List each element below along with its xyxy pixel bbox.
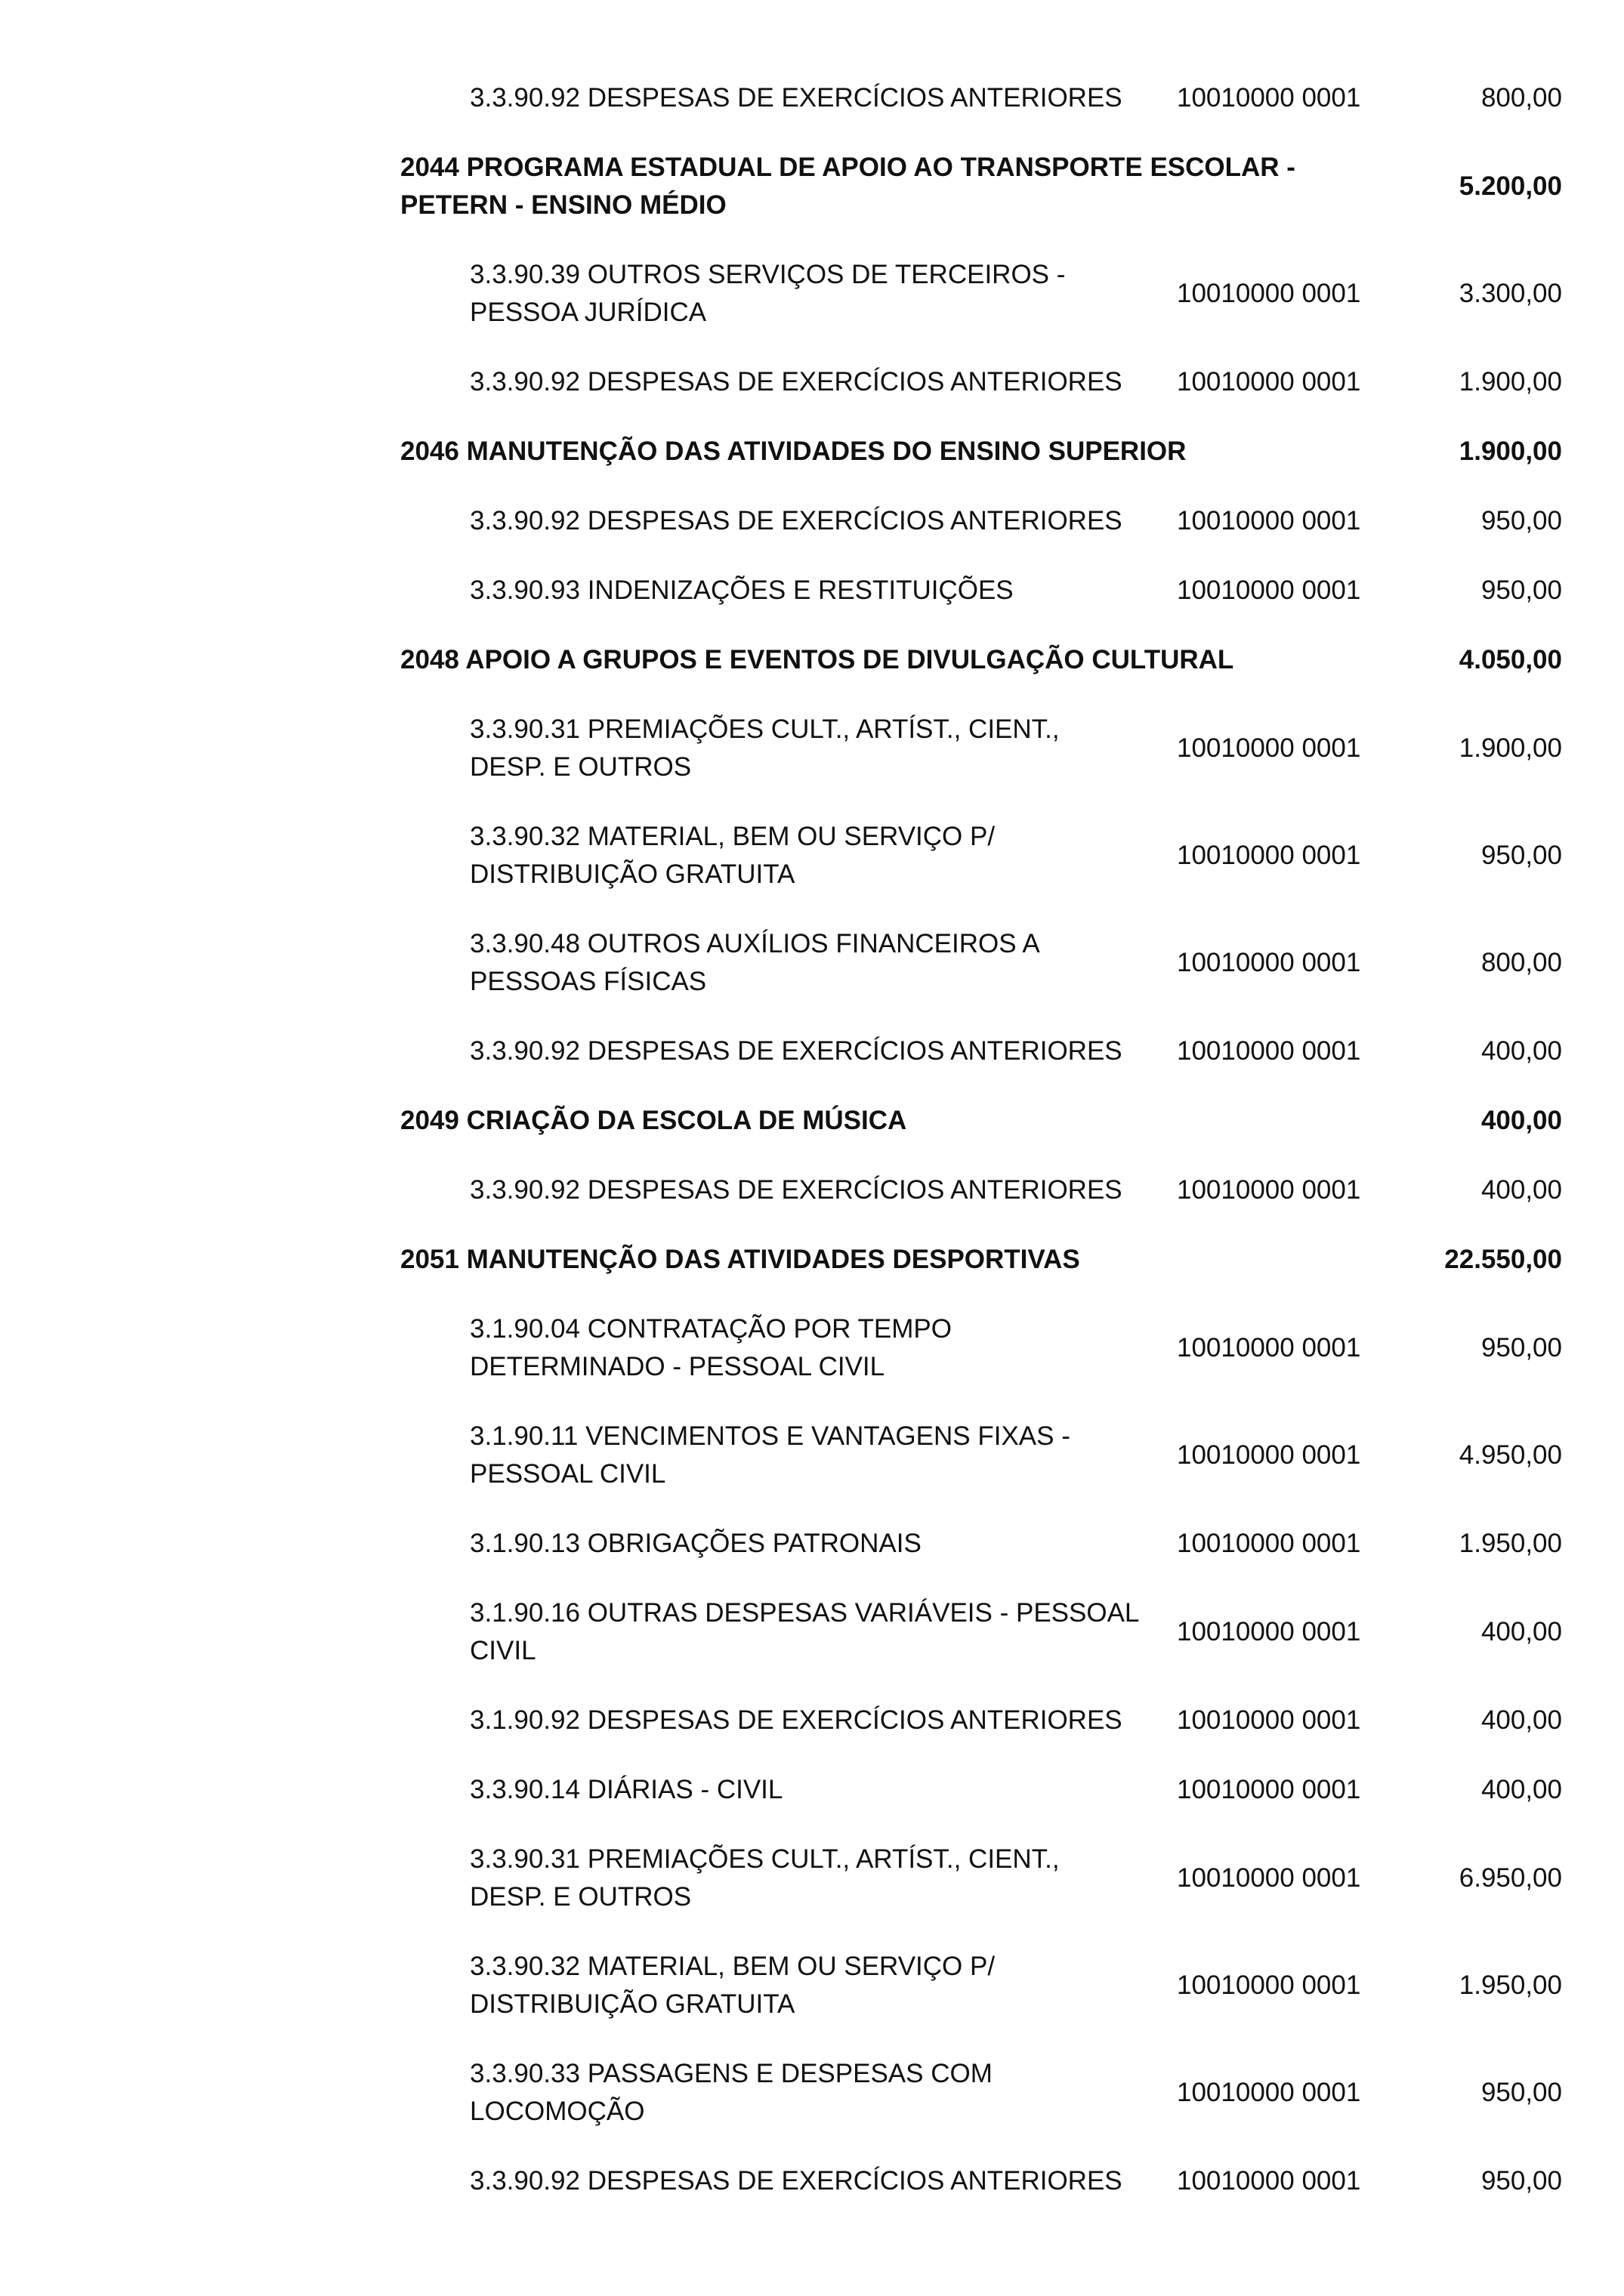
program-total: 5.200,00 bbox=[1459, 171, 1562, 201]
resource-code: 10010000 0001 bbox=[1177, 2166, 1361, 2196]
program-title bbox=[400, 1241, 1382, 1279]
resource-code: 10010000 0001 bbox=[1177, 279, 1361, 308]
expense-amount: 4.950,00 bbox=[1459, 1440, 1562, 1470]
resource-code: 10010000 0001 bbox=[1177, 1440, 1361, 1470]
expense-description bbox=[470, 572, 1172, 609]
expense-amount: 1.900,00 bbox=[1459, 733, 1562, 763]
expense-description bbox=[470, 711, 1172, 786]
resource-code: 10010000 0001 bbox=[1177, 1863, 1361, 1893]
description-line: 3.3.90.92 DESPESAS DE EXERCÍCIOS ANTERIORES bbox=[470, 83, 1122, 113]
expense-row bbox=[400, 1032, 1562, 1070]
resource-code: 10010000 0001 bbox=[1177, 1175, 1361, 1205]
expense-row bbox=[400, 1310, 1562, 1386]
program-total: 400,00 bbox=[1480, 1106, 1562, 1135]
expense-row bbox=[400, 79, 1562, 117]
expense-description bbox=[470, 1771, 1172, 1809]
expense-description bbox=[470, 1310, 1172, 1386]
expense-description bbox=[470, 79, 1172, 117]
resource-code: 10010000 0001 bbox=[1177, 367, 1361, 397]
description-line: 3.1.90.11 VENCIMENTOS E VANTAGENS FIXAS - bbox=[470, 1421, 1070, 1451]
resource-code: 10010000 0001 bbox=[1177, 841, 1361, 870]
expense-amount: 950,00 bbox=[1480, 1333, 1562, 1362]
description-line: 2048 APOIO A GRUPOS E EVENTOS DE DIVULGAÇÃO CULTURAL bbox=[400, 645, 1234, 674]
expense-amount: 950,00 bbox=[1480, 576, 1562, 605]
resource-code: 10010000 0001 bbox=[1177, 1036, 1361, 1066]
resource-code: 10010000 0001 bbox=[1177, 1970, 1361, 2000]
expense-description bbox=[470, 502, 1172, 540]
expense-amount: 400,00 bbox=[1480, 1175, 1562, 1205]
description-line: 3.3.90.31 PREMIAÇÕES CULT., ARTÍST., CIENT., bbox=[470, 714, 1060, 744]
resource-code: 10010000 0001 bbox=[1177, 576, 1361, 605]
description-line: 3.3.90.33 PASSAGENS E DESPESAS COM bbox=[470, 2059, 993, 2088]
expense-amount: 800,00 bbox=[1480, 83, 1562, 113]
description-line: PETERN - ENSINO MÉDIO bbox=[400, 190, 727, 220]
description-line: PESSOAS FÍSICAS bbox=[470, 967, 707, 996]
expense-description bbox=[470, 925, 1172, 1001]
description-line: 3.3.90.92 DESPESAS DE EXERCÍCIOS ANTERIORES bbox=[470, 2166, 1122, 2196]
expense-row bbox=[400, 363, 1562, 401]
expense-row bbox=[400, 502, 1562, 540]
resource-code: 10010000 0001 bbox=[1177, 506, 1361, 535]
expense-row bbox=[400, 1171, 1562, 1209]
expense-row bbox=[400, 1702, 1562, 1739]
expense-row bbox=[400, 818, 1562, 893]
resource-code: 10010000 0001 bbox=[1177, 83, 1361, 113]
expense-row bbox=[400, 925, 1562, 1001]
expense-row bbox=[400, 2162, 1562, 2200]
expense-row bbox=[400, 1841, 1562, 1916]
expense-row bbox=[400, 1418, 1562, 1493]
description-line: 3.3.90.92 DESPESAS DE EXERCÍCIOS ANTERIORES bbox=[470, 506, 1122, 535]
program-row bbox=[400, 149, 1562, 224]
description-line: DISTRIBUIÇÃO GRATUITA bbox=[470, 859, 795, 889]
expense-description bbox=[470, 1841, 1172, 1916]
description-line: DESP. E OUTROS bbox=[470, 752, 692, 782]
description-line: 2051 MANUTENÇÃO DAS ATIVIDADES DESPORTIVAS bbox=[400, 1245, 1080, 1274]
expense-amount: 1.950,00 bbox=[1459, 1970, 1562, 2000]
expense-description bbox=[470, 1418, 1172, 1493]
program-total: 22.550,00 bbox=[1444, 1245, 1562, 1274]
expense-description bbox=[470, 1594, 1172, 1670]
resource-code: 10010000 0001 bbox=[1177, 1705, 1361, 1735]
expense-amount: 400,00 bbox=[1480, 1036, 1562, 1066]
expense-amount: 950,00 bbox=[1480, 506, 1562, 535]
program-total: 4.050,00 bbox=[1459, 645, 1562, 674]
program-row bbox=[400, 433, 1562, 471]
description-line: 3.3.90.93 INDENIZAÇÕES E RESTITUIÇÕES bbox=[470, 576, 1014, 605]
expense-amount: 950,00 bbox=[1480, 841, 1562, 870]
expense-description bbox=[470, 1948, 1172, 2023]
expense-amount: 6.950,00 bbox=[1459, 1863, 1562, 1893]
program-row bbox=[400, 1241, 1562, 1279]
description-line: 3.1.90.13 OBRIGAÇÕES PATRONAIS bbox=[470, 1529, 922, 1558]
description-line: 3.3.90.92 DESPESAS DE EXERCÍCIOS ANTERIORES bbox=[470, 367, 1122, 397]
program-title bbox=[400, 1102, 1382, 1140]
expense-row bbox=[400, 572, 1562, 609]
expense-amount: 1.900,00 bbox=[1459, 367, 1562, 397]
description-line: 3.3.90.92 DESPESAS DE EXERCÍCIOS ANTERIORES bbox=[470, 1036, 1122, 1066]
description-line: 2049 CRIAÇÃO DA ESCOLA DE MÚSICA bbox=[400, 1106, 907, 1135]
program-title bbox=[400, 149, 1382, 224]
expense-amount: 400,00 bbox=[1480, 1617, 1562, 1646]
description-line: 3.3.90.31 PREMIAÇÕES CULT., ARTÍST., CIENT., bbox=[470, 1844, 1060, 1874]
description-line: DETERMINADO - PESSOAL CIVIL bbox=[470, 1352, 885, 1381]
expense-row bbox=[400, 1525, 1562, 1563]
program-title bbox=[400, 433, 1382, 471]
expense-description bbox=[470, 1525, 1172, 1563]
expense-description bbox=[470, 1171, 1172, 1209]
expense-row bbox=[400, 2055, 1562, 2131]
expense-description bbox=[470, 2162, 1172, 2200]
expense-row bbox=[400, 1948, 1562, 2023]
resource-code: 10010000 0001 bbox=[1177, 1775, 1361, 1804]
description-line: 3.1.90.04 CONTRATAÇÃO POR TEMPO bbox=[470, 1314, 952, 1344]
resource-code: 10010000 0001 bbox=[1177, 2078, 1361, 2107]
description-line: 3.1.90.16 OUTRAS DESPESAS VARIÁVEIS - PESSOAL bbox=[470, 1598, 1140, 1628]
description-line: DESP. E OUTROS bbox=[470, 1882, 692, 1912]
description-line: 3.3.90.92 DESPESAS DE EXERCÍCIOS ANTERIORES bbox=[470, 1175, 1122, 1205]
resource-code: 10010000 0001 bbox=[1177, 948, 1361, 977]
expense-description bbox=[470, 1032, 1172, 1070]
description-line: 2044 PROGRAMA ESTADUAL DE APOIO AO TRANSPORTE ESCOLAR - bbox=[400, 153, 1295, 182]
description-line: 3.1.90.92 DESPESAS DE EXERCÍCIOS ANTERIORES bbox=[470, 1705, 1122, 1735]
description-line: 2046 MANUTENÇÃO DAS ATIVIDADES DO ENSINO SUPERIOR bbox=[400, 437, 1187, 466]
expense-description bbox=[470, 818, 1172, 893]
expense-amount: 1.950,00 bbox=[1459, 1529, 1562, 1558]
resource-code: 10010000 0001 bbox=[1177, 1617, 1361, 1646]
expense-amount: 3.300,00 bbox=[1459, 279, 1562, 308]
description-line: DISTRIBUIÇÃO GRATUITA bbox=[470, 1989, 795, 2019]
expense-amount: 400,00 bbox=[1480, 1775, 1562, 1804]
expense-description bbox=[470, 2055, 1172, 2131]
resource-code: 10010000 0001 bbox=[1177, 1333, 1361, 1362]
expense-amount: 950,00 bbox=[1480, 2166, 1562, 2196]
expense-amount: 950,00 bbox=[1480, 2078, 1562, 2107]
program-row bbox=[400, 1102, 1562, 1140]
expense-amount: 400,00 bbox=[1480, 1705, 1562, 1735]
resource-code: 10010000 0001 bbox=[1177, 733, 1361, 763]
description-line: PESSOAL CIVIL bbox=[470, 1459, 666, 1489]
description-line: 3.3.90.32 MATERIAL, BEM OU SERVIÇO P/ bbox=[470, 1952, 996, 1981]
program-total: 1.900,00 bbox=[1459, 437, 1562, 466]
expense-description bbox=[470, 1702, 1172, 1739]
expense-description bbox=[470, 256, 1172, 332]
description-line: CIVIL bbox=[470, 1636, 536, 1665]
expense-amount: 800,00 bbox=[1480, 948, 1562, 977]
description-line: 3.3.90.39 OUTROS SERVIÇOS DE TERCEIROS - bbox=[470, 260, 1066, 289]
description-line: LOCOMOÇÃO bbox=[470, 2097, 645, 2126]
description-line: 3.3.90.14 DIÁRIAS - CIVIL bbox=[470, 1775, 783, 1804]
description-line: 3.3.90.32 MATERIAL, BEM OU SERVIÇO P/ bbox=[470, 822, 996, 851]
expense-row bbox=[400, 711, 1562, 786]
expense-row bbox=[400, 256, 1562, 332]
description-line: PESSOA JURÍDICA bbox=[470, 298, 707, 327]
expense-row bbox=[400, 1771, 1562, 1809]
expense-row bbox=[400, 1594, 1562, 1670]
program-row bbox=[400, 641, 1562, 679]
expense-description bbox=[470, 363, 1172, 401]
resource-code: 10010000 0001 bbox=[1177, 1529, 1361, 1558]
description-line: 3.3.90.48 OUTROS AUXÍLIOS FINANCEIROS A bbox=[470, 929, 1040, 958]
program-title bbox=[400, 641, 1382, 679]
